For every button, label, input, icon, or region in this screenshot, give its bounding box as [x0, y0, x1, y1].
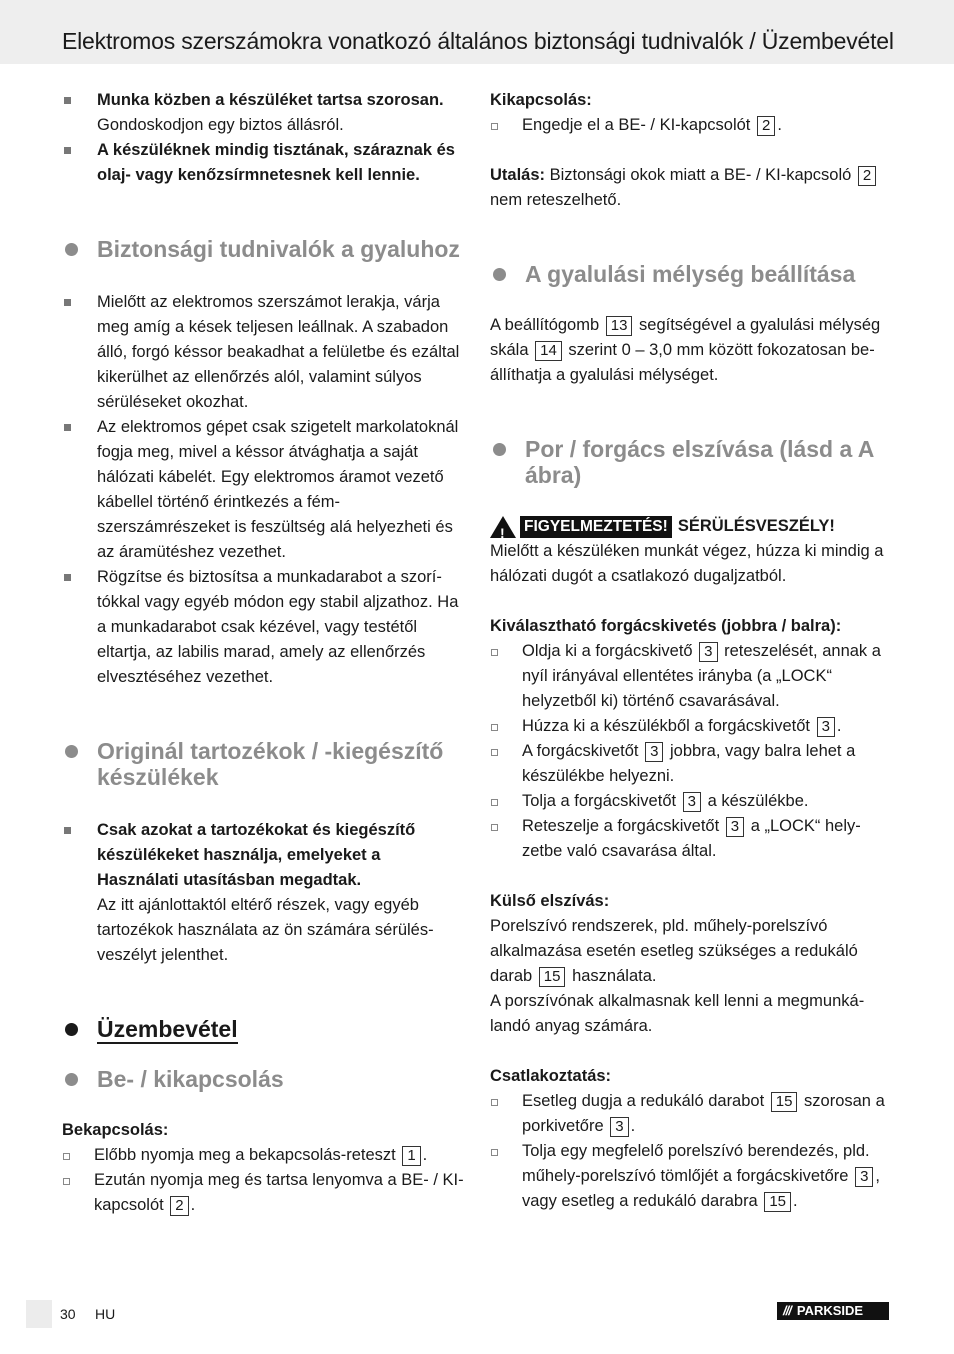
list-item	[490, 789, 890, 814]
part-number-badge: 3	[726, 817, 744, 837]
heading-dot-icon	[65, 243, 78, 256]
page-title: Elektromos szerszámokra vonatkozó általános biztonsági tudnivalók / Üzembevétel	[62, 28, 894, 54]
part-number-badge: 2	[757, 116, 775, 136]
paragraph-text: segítségével a gyalulási mélység skála	[490, 316, 881, 359]
list-item	[490, 739, 890, 789]
subheading-kulso: Külső elszívás:	[490, 892, 610, 910]
heading-dot-icon	[493, 268, 506, 281]
item-text: Oldja ki a forgácskivető	[522, 642, 698, 660]
heading-dot-icon	[65, 1073, 78, 1086]
list-item	[62, 1143, 464, 1168]
subheading-csatlakoztatas: Csatlakoztatás:	[490, 1067, 612, 1085]
heading-text: A gyalulási mélység beállítása	[525, 261, 856, 287]
part-number-badge: 15	[539, 967, 566, 987]
list-item	[490, 814, 890, 864]
checkbox-bullet-icon	[491, 724, 498, 731]
item-text: .	[630, 1117, 636, 1135]
list-item	[62, 88, 464, 138]
list-item	[490, 1089, 890, 1139]
heading-text: Originál tartozékok / -kiegészítő készülékek	[97, 738, 444, 790]
item-text: reteszelését, annak a nyíl irányával ellentétes irányba (a „LOCK“ helyzetből ki) történő csavarásával.	[522, 642, 881, 710]
checkbox-bullet-icon	[491, 1099, 498, 1106]
paragraph	[490, 313, 890, 388]
section-heading-por	[490, 436, 890, 488]
part-number-badge: 13	[606, 316, 633, 336]
page-header	[0, 0, 954, 64]
right-column	[490, 88, 890, 1214]
warning-triangle-icon: !	[490, 516, 516, 538]
part-number-badge: 1	[402, 1146, 420, 1166]
item-text: Reteszelje a forgácskivetőt	[522, 817, 724, 835]
paragraph: A porszívónak alkalmasnak kell lenni a megmunkálandó anyag számára.	[490, 992, 865, 1035]
parkside-logo	[777, 1302, 889, 1320]
item-text: .	[836, 717, 842, 735]
note-paragraph	[490, 163, 890, 213]
heading-dot-icon	[65, 1023, 78, 1036]
item-text: a „LOCK“ helyzetbe való csavarása által.	[522, 817, 861, 860]
item-text: Esetleg dugja a redukáló darabot	[522, 1092, 769, 1110]
square-bullet-icon	[64, 827, 71, 834]
part-number-badge: 3	[699, 642, 717, 662]
note-label: Utalás:	[490, 166, 546, 184]
page-number: 30	[60, 1306, 76, 1322]
checkbox-bullet-icon	[491, 1149, 498, 1156]
heading-text: Por / forgács elszívása (lásd a A ábra)	[525, 436, 874, 488]
list-item	[62, 1168, 464, 1218]
bullet-text: Az itt ajánlottaktól eltérő részek, vagy egyéb tartozékok használata az ön számára sérülésveszélyt jelenthet.	[97, 896, 434, 964]
section-heading-biztonsagi	[62, 236, 464, 262]
part-number-badge: 3	[683, 792, 701, 812]
section-heading-gyalulasi	[490, 261, 890, 287]
square-bullet-icon	[64, 147, 71, 154]
item-text: Tolja egy megfelelő porelszívó berendezés, pld. műhely-porelszívó tömlőjét a forgácskivetőre	[522, 1142, 870, 1185]
item-text: szorosan a porkivetőre	[522, 1092, 885, 1135]
item-text: .	[777, 116, 782, 134]
warning-text: Mielőtt a készüléken munkát végez, húzza ki mindig a hálózati dugót a csatlakozó dugaljzatból.	[490, 542, 884, 585]
part-number-badge: 15	[771, 1092, 798, 1112]
item-text: A forgácskivetőt	[522, 742, 644, 760]
item-text: Ezután nyomja meg és tartsa lenyomva a BE- / KI-kapcsolót	[94, 1171, 464, 1214]
checkbox-bullet-icon	[491, 799, 498, 806]
heading-text: Biztonsági tudnivalók a gyaluhoz	[97, 236, 460, 262]
paragraph-text: A beállítógomb	[490, 316, 604, 334]
checkbox-bullet-icon	[63, 1178, 70, 1185]
paragraph	[490, 914, 890, 989]
bullet-bold-text: Csak azokat a tartozékokat és kiegészítő készülékeket használja, emelyeket a Használati utasításban megadtak.	[97, 821, 416, 889]
paragraph-text: szerint 0 – 3,0 mm között fokozatosan beállíthatja a gyalulási mélységet.	[490, 341, 875, 384]
square-bullet-icon	[64, 574, 71, 581]
list-item	[490, 1139, 890, 1214]
part-number-badge: 14	[535, 341, 562, 361]
square-bullet-icon	[64, 97, 71, 104]
note-text: Biztonsági okok miatt a BE- / KI-kapcsoló	[545, 166, 856, 184]
section-heading-bekikapcsolas	[62, 1066, 464, 1092]
logo-stripes-icon: ///	[783, 1303, 791, 1318]
list-item	[490, 714, 890, 739]
part-number-badge: 2	[170, 1196, 188, 1216]
language-code: HU	[95, 1306, 116, 1322]
item-text: Tolja a forgácskivetőt	[522, 792, 681, 810]
part-number-badge: 3	[817, 717, 835, 737]
item-text: .	[793, 1192, 798, 1210]
item-text: Előbb nyomja meg a bekapcsolás-reteszt	[94, 1146, 401, 1164]
subheading-kikapcsolas: Kikapcsolás:	[490, 91, 592, 109]
footer-page-tab	[26, 1300, 52, 1328]
checkbox-bullet-icon	[491, 824, 498, 831]
bullet-text: Mielőtt az elektromos szerszámot lerakja, várja meg amíg a kések teljesen leállnak. A szabadon álló, forgó késsor beakadhat a felületbe és ezáltal kikerülhet az ellenőrzés alól, valamint súlyos sérüléseket okozhat.	[97, 293, 460, 411]
bullet-text: Az elektromos gépet csak szigetelt markolatoknál fogja meg, mivel a késsor átvághatja a saját hálózati kábelét. Egy elektromos áramot vezető kábellel történő érintkezés a fém-szerszámrészeket is feszültség alá helyezheti és az áramütéshez vezethet.	[97, 418, 459, 561]
subheading-bekapcsolas: Bekapcsolás:	[62, 1121, 169, 1139]
list-item	[62, 138, 464, 188]
section-heading-uzembevetel	[62, 1016, 464, 1042]
bullet-bold-text: Munka közben a készüléket tartsa szorosan.	[97, 91, 444, 109]
list-item	[62, 565, 464, 690]
part-number-badge: 15	[764, 1192, 791, 1212]
subheading-kivalaszthato: Kiválasztható forgácskivetés (jobbra / balra):	[490, 617, 842, 635]
part-number-badge: 2	[858, 166, 876, 186]
heading-dot-icon	[493, 443, 506, 456]
item-text: Engedje el a BE- / KI-kapcsolót	[522, 116, 755, 134]
item-text: .	[190, 1196, 196, 1214]
item-text: Húzza ki a készülékből a forgácskivetőt	[522, 717, 815, 735]
item-text: , vagy esetleg a redukáló darabra	[522, 1167, 880, 1210]
part-number-badge: 3	[645, 742, 663, 762]
bullet-text: Rögzítse és biztosítsa a munkadarabot a szorítókkal vagy egyéb módon egy stabil aljzathoz. Ha a munkadarabot csak kézével, vagy testétől eltartja, az labilis marad, amely az ellenőrzés elvesztéséhez vezethet.	[97, 568, 459, 686]
square-bullet-icon	[64, 424, 71, 431]
part-number-badge: 3	[610, 1117, 628, 1137]
note-text: nem reteszelhető.	[490, 191, 622, 209]
list-item	[62, 415, 464, 565]
paragraph-text: használata.	[567, 967, 657, 985]
item-text: a készülékbe.	[703, 792, 809, 810]
square-bullet-icon	[64, 299, 71, 306]
bullet-bold-text: A készüléknek mindig tisztának, száraznak és olaj- vagy kenőzsírmnetesnek kell lennie.	[97, 141, 455, 184]
list-item	[490, 639, 890, 714]
heading-text: Üzembevétel	[97, 1016, 238, 1042]
part-number-badge: 3	[855, 1167, 873, 1187]
list-item	[62, 818, 464, 968]
heading-text: Be- / kikapcsolás	[97, 1066, 284, 1092]
item-text: .	[422, 1146, 428, 1164]
checkbox-bullet-icon	[63, 1153, 70, 1160]
checkbox-bullet-icon	[491, 123, 498, 130]
list-item	[490, 113, 890, 138]
warning-header	[490, 514, 890, 539]
checkbox-bullet-icon	[491, 749, 498, 756]
warning-title: SÉRÜLÉSVESZÉLY!	[677, 517, 835, 535]
bullet-text: Gondoskodjon egy biztos állásról.	[97, 116, 344, 134]
section-heading-original	[62, 738, 464, 790]
left-column	[62, 88, 464, 1218]
logo-text: PARKSIDE	[796, 1303, 864, 1318]
heading-dot-icon	[65, 745, 78, 758]
checkbox-bullet-icon	[491, 649, 498, 656]
item-text: jobbra, vagy balra lehet a készülékbe helyezni.	[522, 742, 856, 785]
warning-label: FIGYELMEZTETÉS!	[520, 516, 672, 538]
paragraph-text: Porelszívó rendszerek, pld. műhely-porelszívó alkalmazása esetén esetleg szükséges a redukáló darab	[490, 917, 858, 985]
list-item	[62, 290, 464, 415]
